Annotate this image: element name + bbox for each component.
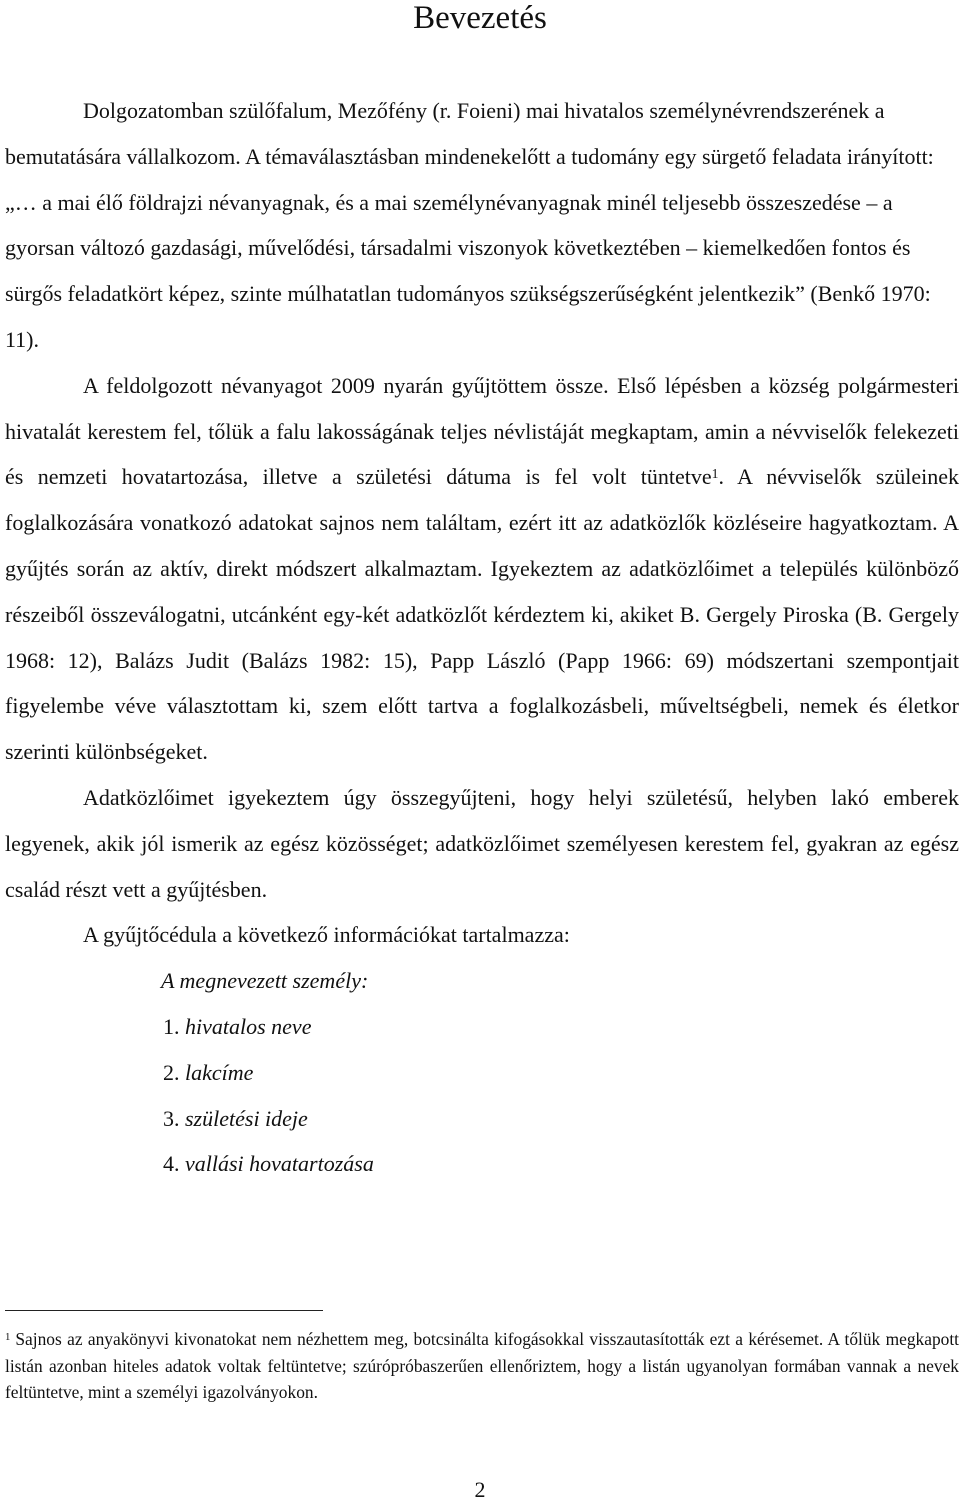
paragraph-collection-part1: A feldolgozott névanyagot 2009 nyarán gyűjtöttem össze. Első lépésben a község polgármesteri hivatalát kerestem fel, tőlük a falu lakosságának teljes névlistáját megkaptam, amin a névviselők felekezeti és nemzeti hovatartozása, illetve a születési dátuma is fel volt tüntetve [5,372,959,490]
body-text [5,88,959,1187]
list-item [5,1050,959,1096]
footnote-reference[interactable]: 1 [711,466,719,482]
list-item-text: hivatalos neve [185,1013,312,1039]
list-item-number: 3. [163,1105,180,1131]
list-item-text: lakcíme [185,1059,254,1085]
paragraph-intro: Dolgozatomban szülőfalum, Mezőfény (r. Foieni) mai hivatalos személynévrendszerének a bemutatására vállalkozom. A témaválasztásban mindenekelőtt a tudomány egy sürgető feladata irányított: „… a mai élő földrajzi névanyagnak, és a mai személynévanyagnak minél teljesebb összeszedése – a gyorsan változó gazdasági, művelődési, társadalmi viszonyok következtében – kiemelkedően fontos és sürgős feladatkört képez, szinte múlhatatlan tudományos szükségszerűségként jelentkezik” (Benkő 1970: 11). [5,98,934,352]
list-item-number: 1. [163,1013,180,1039]
footnote-text: Sajnos az anyakönyvi kivonatokat nem nézhettem meg, botcsinálta kifogásokkal visszautasították ezt a kérésemet. A tőlük megkapott listán azonban hiteles adatok voltak feltüntetve; szúrópróbaszerűen ellenőriztem, hogy a listán ugyanolyan formában vannak a nevek feltüntetve, mint a személyi igazolványokon. [5,1329,959,1403]
paragraph-card-intro: A gyűjtőcédula a következő információkat tartalmazza: [83,922,570,948]
paragraph-collection [5,363,959,775]
list-item-text: vallási hovatartozása [185,1151,374,1177]
page-title: Bevezetés [413,0,547,36]
page-number: 2 [474,1477,486,1502]
footnote-divider [5,1310,323,1311]
paragraph-collection-part2: . A névviselők szüleinek foglalkozására vonatkozó adatokat sajnos nem találtam, ezért itt az adatközlők közléseire hagyatkoztam. A gyűjtés során az aktív, direkt módszert alkalmaztam. Igyekeztem az adatközlőimet a település különböző részeiből összeválogatni, utcánként egy-két adatközlőt kérdeztem ki, akiket B. Gergely Piroska (B. Gergely 1968: 12), Balázs Judit (Balázs 1982: 15), Papp László (Papp 1966: 69) módszertani szempontjait figyelembe véve választottam ki, szem előtt tartva a foglalkozásbeli, műveltségbeli, nemek és életkor szerinti különbségeket. [5,464,959,765]
footnote [5,1326,959,1406]
list-item-text: születési ideje [185,1105,308,1131]
list-item-number: 4. [163,1151,180,1177]
list-item-number: 2. [163,1059,180,1085]
card-fields-list [5,1004,959,1187]
list-item [5,1141,959,1187]
section-heading: A megnevezett személy: [161,968,369,994]
list-item [5,1004,959,1050]
paragraph-informants: Adatközlőimet igyekeztem úgy összegyűjteni, hogy helyi születésű, helyben lakó emberek legyenek, akik jól ismerik az egész közösséget; adatközlőimet személyesen kerestem fel, gyakran az egész család részt vett a gyűjtésben. [5,784,959,902]
footnote-marker: 1 [5,1331,11,1344]
list-item [5,1096,959,1142]
